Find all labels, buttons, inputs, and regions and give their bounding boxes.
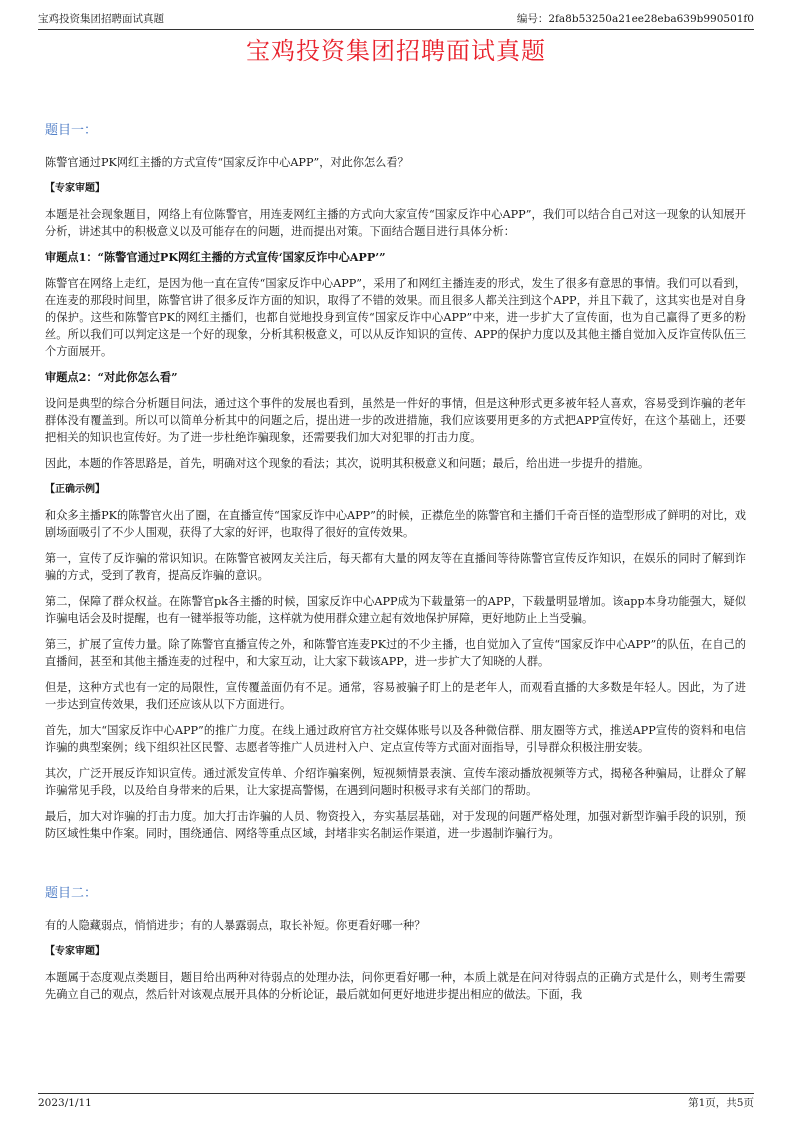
footer-date: 2023/1/11: [38, 1097, 92, 1109]
question-1-heading: 题目一：: [45, 123, 98, 138]
answer-approach-summary: 因此，本题的作答思路是，首先，明确对这个现象的看法；其次，说明其积极意义和问题；最后，给出进一步提升的措施。: [45, 457, 650, 470]
example-paragraph: 最后，加大对诈骗的打击力度。加大打击诈骗的人员、物资投入，夯实基层基础，对于发现的问题严格处理，加强对新型诈骗手段的识别，预防区域性集中作案。同时，围绕通信、网络等重点区域，封堵非实名制运作渠道，进一步遏制诈骗行为。: [45, 810, 746, 840]
expert-review-tag: 【专家审题】: [45, 183, 105, 194]
example-paragraph: 首先，加大“国家反诈中心APP”的推广力度。在线上通过政府官方社交媒体账号以及各种微信群、朋友圈等方式，推送APP宣传的资料和电信诈骗的典型案例；线下组织社区民警、志愿者等推广人员进村入户、定点宣传等方式面对面指导，引导群众积极注册安装。: [45, 724, 746, 754]
footer-page-number: 第1页，共5页: [688, 1097, 754, 1109]
section-spacer: [45, 851, 746, 885]
review-point-1-title: 审题点1：“陈警官通过PK网红主播的方式宣传‘国家反诈中心APP’”: [45, 250, 386, 264]
header-doc-number: 编号：2fa8b53250a21ee28eba639b990501f0: [516, 13, 754, 25]
page-footer: [38, 1093, 754, 1109]
question-2-text: 有的人隐藏弱点，悄悄进步；有的人暴露弱点，取长补短。你更看好哪一种？: [45, 919, 426, 932]
expert-review-text-2: 本题属于态度观点类题目，题目给出两种对待弱点的处理办法，问你更看好哪一种，本质上就是在问对待弱点的正确方式是什么，则考生需要先确立自己的观点，然后针对该观点展开具体的分析论证，最后就如何更好地进步提出相应的做法。下面，我: [45, 971, 746, 1001]
example-paragraph: 但是，这种方式也有一定的局限性，宣传覆盖面仍有不足。通常，容易被骗子盯上的是老年人，而观看直播的大多数是年轻人。因此，为了进一步达到宣传效果，我们还应该从以下方面进行。: [45, 681, 746, 711]
review-point-1-text: 陈警官在网络上走红，是因为他一直在宣传“国家反诈中心APP”，采用了和网红主播连麦的形式，发生了很多有意思的事情。我们可以看到，在连麦的那段时间里，陈警官讲了很多反诈方面的知识，取得了不错的效果。而且很多人都关注到这个APP，并且下载了，这其实也是对自身的保护。这些和陈警官PK的网红主播们，也都自觉地投身到宣传“国家反诈中心APP”中来，进一步扩大了宣传面，也为自己赢得了更多的粉丝。所以我们可以判定这是一个好的现象，分析其积极意义，可以从反诈知识的宣传、APP的保护力度以及其他主播自觉加入反诈宣传队伍三个方面展开。: [45, 277, 746, 358]
example-paragraph: 第三，扩展了宣传力量。除了陈警官直播宣传之外，和陈警官连麦PK过的不少主播，也自觉加入了宣传“国家反诈中心APP”的队伍，在自己的直播间，甚至和其他主播连麦的过程中，和大家互动，让大家下载该APP，进一步扩大了知晓的人群。: [45, 638, 746, 668]
document-body: [45, 122, 746, 1012]
document-title: 宝鸡投资集团招聘面试真题: [246, 37, 546, 65]
expert-review-text: 本题是社会现象题目，网络上有位陈警官，用连麦网红主播的方式向大家宣传“国家反诈中心APP”，我们可以结合自己对这一现象的认知展开分析，讲述其中的积极意义以及可能存在的问题，进而提出对策。下面结合题目进行具体分析：: [45, 208, 746, 238]
example-paragraph: 第一，宣传了反诈骗的常识知识。在陈警官被网友关注后，每天都有大量的网友等在直播间等待陈警官宣传反诈知识，在娱乐的同时了解到诈骗的方式，受到了教育，提高反诈骗的意识。: [45, 552, 746, 582]
review-point-2-title: 审题点2：“对此你怎么看”: [45, 370, 178, 384]
question-1-text: 陈警官通过PK网红主播的方式宣传“国家反诈中心APP”，对此你怎么看？: [45, 156, 409, 169]
example-paragraph: 其次，广泛开展反诈知识宣传。通过派发宣传单、介绍诈骗案例，短视频情景表演、宣传车滚动播放视频等方式，揭秘各种骗局，让群众了解诈骗常见手段，以及给自身带来的后果，让大家提高警惕，在遇到问题时积极寻求有关部门的帮助。: [45, 767, 746, 797]
correct-example-tag: 【正确示例】: [45, 484, 105, 495]
header-doc-name: 宝鸡投资集团招聘面试真题: [38, 13, 164, 25]
page-header: [38, 11, 754, 30]
review-point-2-text: 设问是典型的综合分析题目问法，通过这个事件的发展也看到，虽然是一件好的事情，但是这种形式更多被年轻人喜欢，容易受到诈骗的老年群体没有覆盖到。所以可以简单分析其中的问题之后，提出进一步的改进措施，我们应该要用更多的方式把APP宣传好，在这个基础上，还要把相关的知识也宣传好。为了进一步杜绝诈骗现象，还需要我们加大对犯罪的打击力度。: [45, 397, 746, 444]
example-paragraph: 和众多主播PK的陈警官火出了圈，在直播宣传“国家反诈中心APP”的时候，正襟危坐的陈警官和主播们千奇百怪的造型形成了鲜明的对比，戏剧场面吸引了不少人围观，获得了大家的好评，也取得了很好的宣传效果。: [45, 509, 746, 539]
expert-review-tag-2: 【专家审题】: [45, 946, 105, 957]
example-paragraph: 第二，保障了群众权益。在陈警官pk各主播的时候，国家反诈中心APP成为下载量第一的APP，下载量明显增加。该app本身功能强大，疑似诈骗电话会及时提醒，也有一键举报等功能，这样就为使用群众建立起有效地保护屏障，更好地防止上当受骗。: [45, 595, 746, 625]
question-2-heading: 题目二：: [45, 886, 98, 901]
